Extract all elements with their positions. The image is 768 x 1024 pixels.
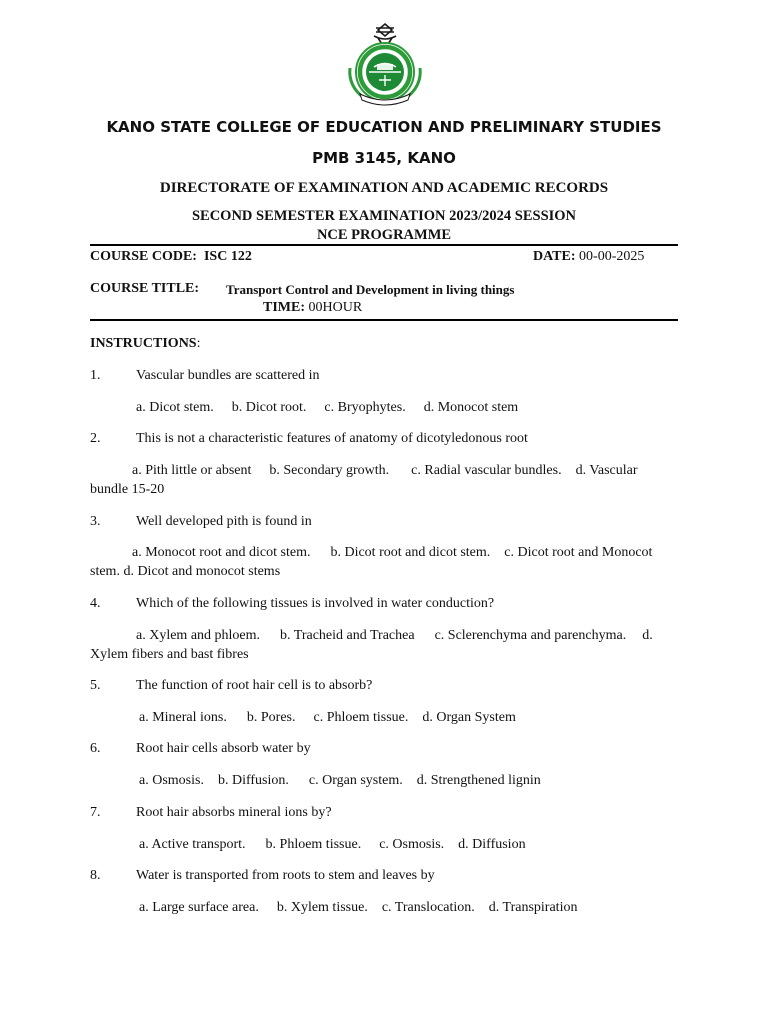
option-c: c. Osmosis.: [379, 837, 445, 852]
option-a: a. Monocot root and dicot stem.: [132, 545, 311, 560]
question-text: The function of root hair cell is to absorb?: [136, 678, 373, 693]
option-continuation: Xylem fibers and bast fibres: [90, 647, 249, 662]
option-d: d. Diffusion: [458, 837, 526, 852]
option-c: c. Organ system.: [308, 773, 403, 788]
option-b: b. Xylem tissue.: [276, 900, 368, 915]
option-d: d. Transpiration: [488, 900, 578, 915]
option-d: d. Vascular: [575, 463, 638, 478]
question-number: 2.: [90, 431, 101, 446]
course-code-value: ISC 122: [203, 249, 252, 264]
college-crest-logo: [338, 20, 432, 106]
instructions-label: INSTRUCTIONS: [90, 336, 197, 351]
option-d: d.: [642, 628, 653, 643]
option-a: a. Pith little or absent: [132, 463, 252, 478]
question-options: [136, 628, 653, 644]
question-text: This is not a characteristic features of anatomy of dicotyledonous root: [136, 431, 528, 446]
question-options: [136, 400, 518, 416]
course-title-label: COURSE TITLE:: [90, 281, 200, 296]
option-a: a. Active transport.: [139, 837, 246, 852]
question-number: 6.: [90, 741, 101, 756]
question-text: Which of the following tissues is involved in water conduction?: [136, 596, 495, 611]
option-c: c. Sclerenchyma and parenchyma.: [434, 628, 627, 643]
exam-heading: SECOND SEMESTER EXAMINATION 2023/2024 SESSION: [191, 208, 577, 224]
question-text: Root hair cells absorb water by: [136, 741, 311, 756]
option-a: a. Xylem and phloem.: [136, 628, 261, 643]
college-name: KANO STATE COLLEGE OF EDUCATION AND PRELIMINARY STUDIES: [106, 118, 662, 136]
top-divider: [90, 244, 678, 246]
option-a: a. Dicot stem.: [136, 400, 214, 415]
option-b: b. Dicot root.: [231, 400, 307, 415]
option-b: b. Pores.: [246, 710, 296, 725]
question-number: 5.: [90, 678, 101, 693]
option-a: a. Large surface area.: [139, 900, 259, 915]
question-options: [132, 463, 638, 479]
bottom-divider: [90, 319, 678, 321]
date-label: DATE:: [533, 249, 576, 264]
question-options: [139, 710, 516, 726]
time-value: 00HOUR: [308, 300, 363, 315]
option-c: c. Radial vascular bundles.: [411, 463, 562, 478]
question-number: 3.: [90, 514, 101, 529]
time-row: [263, 300, 362, 316]
question-text: Well developed pith is found in: [136, 514, 312, 529]
time-label: TIME:: [263, 300, 305, 315]
option-continuation: stem. d. Dicot and monocot stems: [90, 564, 281, 579]
question-options: [139, 900, 577, 916]
instructions-colon: :: [196, 336, 201, 351]
option-d: d. Organ System: [422, 710, 516, 725]
question-text: Vascular bundles are scattered in: [136, 368, 320, 383]
option-c: c. Phloem tissue.: [313, 710, 409, 725]
date-value: 00-00-2025: [579, 249, 645, 264]
option-continuation: bundle 15-20: [90, 482, 165, 497]
option-c: c. Bryophytes.: [324, 400, 406, 415]
option-b: b. Secondary growth.: [269, 463, 390, 478]
option-a: a. Mineral ions.: [139, 710, 227, 725]
option-b: b. Tracheid and Trachea: [280, 628, 415, 643]
question-number: 8.: [90, 868, 101, 883]
question-number: 7.: [90, 805, 101, 820]
option-b: b. Dicot root and dicot stem.: [330, 545, 491, 560]
option-d: d. Strengthened lignin: [416, 773, 541, 788]
question-options: [139, 837, 526, 853]
option-a: a. Osmosis.: [139, 773, 204, 788]
option-b: b. Diffusion.: [217, 773, 289, 788]
option-c: c. Translocation.: [381, 900, 475, 915]
directorate-heading: DIRECTORATE OF EXAMINATION AND ACADEMIC RECORDS: [159, 180, 609, 196]
course-title-value: Transport Control and Development in living things: [226, 282, 515, 297]
question-number: 4.: [90, 596, 101, 611]
option-b: b. Phloem tissue.: [265, 837, 362, 852]
question-text: Water is transported from roots to stem and leaves by: [136, 868, 435, 883]
question-number: 1.: [90, 368, 101, 383]
question-text: Root hair absorbs mineral ions by?: [136, 805, 332, 820]
date-row: [533, 249, 644, 265]
question-options: [132, 545, 652, 561]
course-code-label: COURSE CODE:: [90, 249, 197, 264]
programme-heading: NCE PROGRAMME: [316, 227, 452, 243]
instructions-heading: [90, 336, 200, 352]
option-d: d. Monocot stem: [423, 400, 519, 415]
question-options: [139, 773, 541, 789]
course-code-row: [90, 249, 252, 265]
option-c: c. Dicot root and Monocot: [504, 545, 653, 560]
college-address: PMB 3145, KANO: [312, 149, 456, 167]
